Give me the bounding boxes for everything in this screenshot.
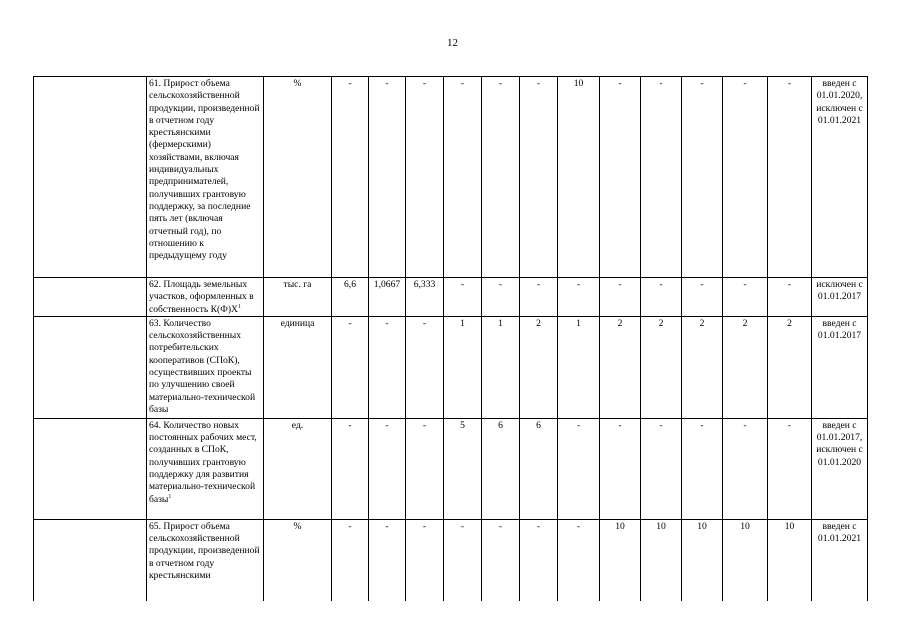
footnote-mark: 1 xyxy=(168,493,172,500)
value-cell: 1 xyxy=(558,316,600,418)
unit-cell: тыс. га xyxy=(264,278,332,317)
table-row xyxy=(34,418,868,519)
value-cell: - xyxy=(768,278,812,317)
value-cell: - xyxy=(768,77,812,278)
value-cell: - xyxy=(723,77,768,278)
value-cell: 2 xyxy=(641,316,682,418)
value-cell: 5 xyxy=(444,418,482,519)
note-cell: введен с 01.01.2021 xyxy=(812,519,868,601)
note-cell: введен с 01.01.2020, исключен с 01.01.2021 xyxy=(812,77,868,278)
value-cell: - xyxy=(369,418,406,519)
value-cell: - xyxy=(482,278,520,317)
value-cell: - xyxy=(369,316,406,418)
value-cell: - xyxy=(723,278,768,317)
page-number: 12 xyxy=(447,37,458,49)
unit-cell: % xyxy=(264,77,332,278)
value-cell: - xyxy=(482,77,520,278)
table-row xyxy=(34,77,868,278)
value-cell: - xyxy=(332,77,369,278)
note-cell: введен с 01.01.2017 xyxy=(812,316,868,418)
value-cell: - xyxy=(406,316,444,418)
note-cell: исключен с 01.01.2017 xyxy=(812,278,868,317)
indicator-name: 65. Прирост объема сельскохозяйственной продукции, произведенной в отчетном году крестьянскими xyxy=(147,519,264,601)
note-cell: введен с 01.01.2017, исключен с 01.01.2020 xyxy=(812,418,868,519)
indicator-name: 61. Прирост объема сельскохозяйственной продукции, произведенной в отчетном году крестьянскими (фермерскими) хозяйствами, включая индивидуальных предпринимателей, получивших грантовую поддержку, за последние пять лет (включая отчетный год), по отношению к предыдущему году xyxy=(147,77,264,278)
value-cell: 10 xyxy=(600,519,641,601)
table-row xyxy=(34,519,868,601)
value-cell: - xyxy=(482,519,520,601)
value-cell: 6 xyxy=(520,418,558,519)
value-cell: - xyxy=(600,77,641,278)
value-cell: - xyxy=(682,278,723,317)
footnote-mark: 1 xyxy=(237,303,241,310)
value-cell: - xyxy=(768,418,812,519)
table-row xyxy=(34,278,868,317)
unit-cell: ед. xyxy=(264,418,332,519)
value-cell: - xyxy=(723,418,768,519)
value-cell: - xyxy=(558,418,600,519)
indicator-name: 63. Количество сельскохозяйственных потребительских кооперативов (СПоК), осуществивших проекты по улучшению своей материально-технической базы xyxy=(147,316,264,418)
empty-cell xyxy=(34,316,147,418)
empty-cell xyxy=(34,418,147,519)
value-cell: - xyxy=(682,418,723,519)
value-cell: - xyxy=(558,519,600,601)
value-cell: - xyxy=(406,418,444,519)
indicator-name: 64. Количество новых постоянных рабочих мест, созданных в СПоК, получивших грантовую поддержку для развития материально-технической базы$^1$ xyxy=(147,418,264,519)
value-cell: 2 xyxy=(682,316,723,418)
indicators-table xyxy=(33,76,868,601)
value-cell: - xyxy=(641,278,682,317)
unit-cell: % xyxy=(264,519,332,601)
value-cell: 10 xyxy=(723,519,768,601)
empty-cell xyxy=(34,519,147,601)
value-cell: - xyxy=(641,77,682,278)
value-cell: 2 xyxy=(768,316,812,418)
unit-cell: единица xyxy=(264,316,332,418)
value-cell: - xyxy=(444,519,482,601)
value-cell: - xyxy=(682,77,723,278)
value-cell: - xyxy=(600,278,641,317)
value-cell: 6,333 xyxy=(406,278,444,317)
value-cell: - xyxy=(406,519,444,601)
value-cell: - xyxy=(520,519,558,601)
value-cell: - xyxy=(369,519,406,601)
value-cell: - xyxy=(641,418,682,519)
value-cell: - xyxy=(520,278,558,317)
value-cell: - xyxy=(406,77,444,278)
value-cell: 10 xyxy=(682,519,723,601)
value-cell: 1 xyxy=(482,316,520,418)
value-cell: - xyxy=(444,278,482,317)
value-cell: 2 xyxy=(520,316,558,418)
empty-cell xyxy=(34,278,147,317)
indicator-name: 62. Площадь земельных участков, оформленных в собственность $К(Ф)Х^1$ xyxy=(147,278,264,317)
value-cell: 10 xyxy=(641,519,682,601)
value-cell: 1 xyxy=(444,316,482,418)
value-cell: 1,0667 xyxy=(369,278,406,317)
value-cell: 2 xyxy=(723,316,768,418)
value-cell: - xyxy=(558,278,600,317)
empty-cell xyxy=(34,77,147,278)
value-cell: - xyxy=(332,316,369,418)
table-row xyxy=(34,316,868,418)
value-cell: 6,6 xyxy=(332,278,369,317)
value-cell: - xyxy=(332,519,369,601)
value-cell: - xyxy=(369,77,406,278)
value-cell: - xyxy=(444,77,482,278)
value-cell: 10 xyxy=(768,519,812,601)
value-cell: 2 xyxy=(600,316,641,418)
value-cell: - xyxy=(520,77,558,278)
value-cell: - xyxy=(600,418,641,519)
value-cell: - xyxy=(332,418,369,519)
value-cell: 6 xyxy=(482,418,520,519)
value-cell: 10 xyxy=(558,77,600,278)
